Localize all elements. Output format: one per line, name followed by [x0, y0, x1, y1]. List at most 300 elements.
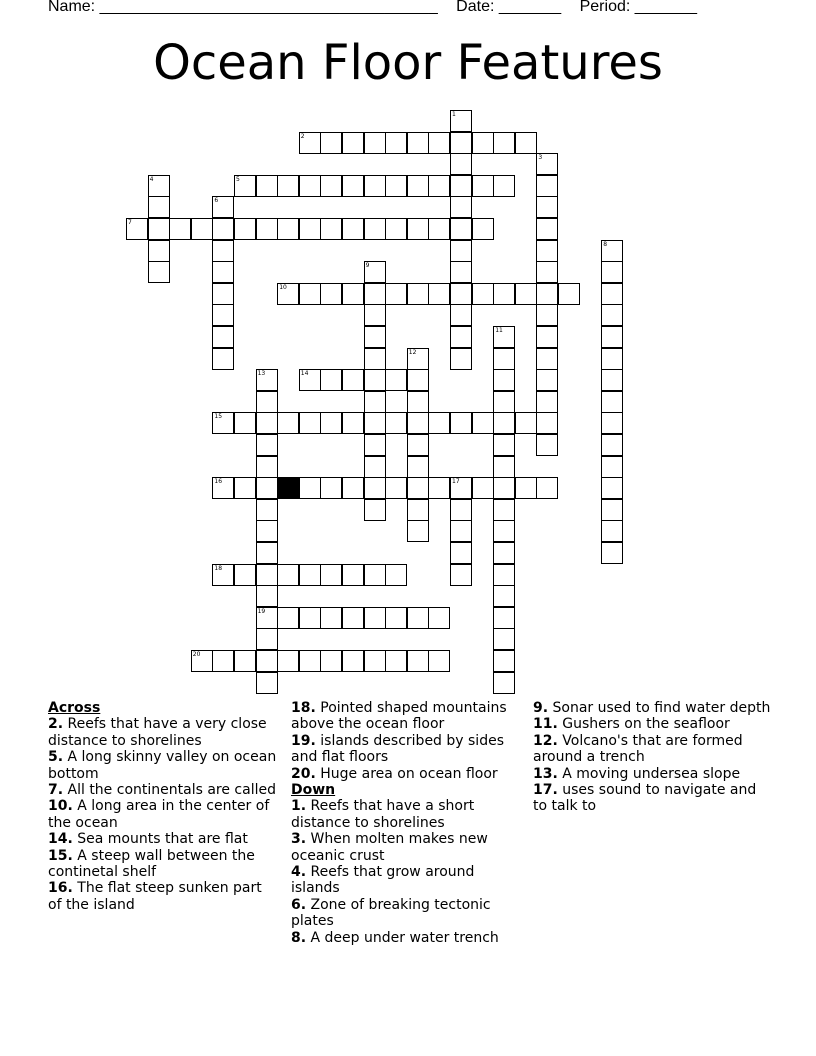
- name-field[interactable]: Name: ______________________________________: [48, 0, 438, 15]
- grid-cell[interactable]: [234, 650, 256, 672]
- down-clue-list: [291, 798, 521, 946]
- grid-cell[interactable]: [256, 218, 278, 240]
- grid-cell[interactable]: [364, 304, 386, 326]
- grid-cell[interactable]: [601, 261, 623, 283]
- cell-number: 13: [257, 370, 266, 378]
- cell-number: 3: [538, 154, 543, 162]
- clue-item: [533, 700, 773, 716]
- grid-cell[interactable]: [148, 196, 170, 218]
- grid-cell[interactable]: [558, 283, 580, 305]
- grid-cell[interactable]: [299, 218, 321, 240]
- grid-cell[interactable]: [407, 456, 429, 478]
- clues-column-1: [48, 700, 278, 913]
- grid-cell[interactable]: [364, 564, 386, 586]
- grid-cell[interactable]: [536, 369, 558, 391]
- clue-item: [291, 766, 521, 782]
- grid-cell[interactable]: [342, 650, 364, 672]
- clue-item: [533, 733, 773, 766]
- grid-cell[interactable]: [407, 348, 429, 370]
- cell-number: 10: [279, 283, 287, 291]
- clues-column-3: [533, 700, 773, 815]
- grid-cell[interactable]: [450, 196, 472, 218]
- cell-number: 14: [300, 370, 309, 378]
- grid-cell[interactable]: [493, 542, 515, 564]
- grid-cell[interactable]: [601, 434, 623, 456]
- clue-text: Sonar used to find water depth: [552, 700, 771, 716]
- clue-text: Reefs that grow around islands: [291, 864, 475, 897]
- date-field[interactable]: Date: _______: [456, 0, 562, 15]
- grid-cell[interactable]: [299, 175, 321, 197]
- grid-cell[interactable]: [256, 434, 278, 456]
- grid-cell[interactable]: [277, 218, 299, 240]
- grid-cell[interactable]: [407, 434, 429, 456]
- cell-number: 6: [214, 197, 219, 205]
- grid-cell[interactable]: [320, 218, 342, 240]
- clue-item: [48, 831, 278, 847]
- grid-cell[interactable]: [299, 607, 321, 629]
- grid-cell[interactable]: [342, 218, 364, 240]
- clue-text: Reefs that have a short distance to shorelines: [291, 798, 475, 831]
- clue-text: Sea mounts that are flat: [77, 831, 248, 848]
- clue-number: 12.: [533, 732, 558, 749]
- grid-cell[interactable]: [450, 520, 472, 542]
- grid-cell[interactable]: [320, 283, 342, 305]
- grid-cell[interactable]: [472, 218, 494, 240]
- grid-cell[interactable]: [212, 477, 234, 499]
- clue-text: The flat steep sunken part of the island: [48, 880, 262, 913]
- clue-item: [291, 700, 521, 733]
- grid-cell[interactable]: [472, 412, 494, 434]
- clue-text: Reefs that have a very close distance to shorelines: [48, 716, 267, 749]
- grid-cell[interactable]: [212, 304, 234, 326]
- clue-number: 1.: [291, 798, 307, 815]
- cell-number: 18: [214, 564, 223, 572]
- grid-cell[interactable]: [493, 283, 515, 305]
- grid-cell[interactable]: [277, 564, 299, 586]
- grid-cell[interactable]: [212, 348, 234, 370]
- cell-number: 4: [149, 175, 154, 183]
- grid-cell[interactable]: [407, 607, 429, 629]
- grid-cell[interactable]: [450, 261, 472, 283]
- clue-item: [48, 848, 278, 881]
- grid-cell[interactable]: [212, 218, 234, 240]
- grid-cell[interactable]: [212, 261, 234, 283]
- grid-cell[interactable]: [342, 412, 364, 434]
- grid-cell[interactable]: [385, 132, 407, 154]
- grid-cell[interactable]: [472, 477, 494, 499]
- grid-cell[interactable]: [234, 564, 256, 586]
- grid-cell[interactable]: [256, 628, 278, 650]
- down-heading: Down: [291, 782, 336, 799]
- grid-cell[interactable]: [277, 412, 299, 434]
- grid-cell[interactable]: [493, 348, 515, 370]
- grid-cell[interactable]: [407, 412, 429, 434]
- grid-cell[interactable]: [342, 607, 364, 629]
- grid-cell[interactable]: [536, 348, 558, 370]
- grid-cell[interactable]: [493, 412, 515, 434]
- grid-cell[interactable]: [212, 564, 234, 586]
- grid-cell[interactable]: [472, 283, 494, 305]
- grid-cell[interactable]: [536, 196, 558, 218]
- grid-cell[interactable]: [191, 650, 213, 672]
- cell-number: 15: [214, 413, 223, 421]
- grid-cell[interactable]: [493, 434, 515, 456]
- grid-cell[interactable]: [364, 261, 386, 283]
- clue-text: Pointed shaped mountains above the ocean floor: [291, 700, 507, 733]
- grid-cell[interactable]: [364, 218, 386, 240]
- clue-number: 14.: [48, 831, 73, 848]
- grid-cell[interactable]: [364, 456, 386, 478]
- grid-cell[interactable]: [428, 283, 450, 305]
- grid-cell[interactable]: [536, 153, 558, 175]
- grid-cell[interactable]: [364, 434, 386, 456]
- grid-cell[interactable]: [342, 564, 364, 586]
- grid-cell[interactable]: [256, 672, 278, 694]
- grid-cell[interactable]: [256, 564, 278, 586]
- across-clue-list: [48, 716, 278, 913]
- clue-item: [48, 749, 278, 782]
- grid-cell[interactable]: [407, 369, 429, 391]
- clue-number: 16.: [48, 880, 73, 897]
- grid-cell[interactable]: [256, 369, 278, 391]
- grid-cell[interactable]: [256, 456, 278, 478]
- grid-cell[interactable]: [407, 391, 429, 413]
- grid-cell[interactable]: [407, 477, 429, 499]
- grid-cell[interactable]: [450, 412, 472, 434]
- clue-number: 11.: [533, 716, 558, 733]
- grid-cell[interactable]: [364, 412, 386, 434]
- grid-cell[interactable]: [493, 650, 515, 672]
- grid-cell[interactable]: [493, 391, 515, 413]
- grid-cell[interactable]: [450, 326, 472, 348]
- clue-text: All the continentals are called: [67, 782, 276, 799]
- clue-item: [533, 766, 773, 782]
- grid-cell[interactable]: [299, 650, 321, 672]
- grid-cell[interactable]: [364, 283, 386, 305]
- clue-text: uses sound to navigate and to talk to: [533, 782, 757, 815]
- grid-cell[interactable]: [320, 412, 342, 434]
- clue-number: 2.: [48, 716, 64, 733]
- grid-cell[interactable]: [320, 607, 342, 629]
- grid-cell[interactable]: [428, 412, 450, 434]
- grid-cell[interactable]: [601, 348, 623, 370]
- grid-cell[interactable]: [385, 369, 407, 391]
- grid-cell[interactable]: [450, 240, 472, 262]
- grid-cell[interactable]: [601, 542, 623, 564]
- grid-cell[interactable]: [515, 283, 537, 305]
- cell-number: 16: [214, 478, 223, 486]
- grid-cell[interactable]: [407, 175, 429, 197]
- grid-cell[interactable]: [364, 650, 386, 672]
- clue-item: [48, 880, 278, 913]
- grid-cell[interactable]: [256, 499, 278, 521]
- grid-cell[interactable]: [342, 477, 364, 499]
- page-title: Ocean Floor Features: [153, 35, 663, 91]
- grid-cell[interactable]: [601, 283, 623, 305]
- grid-cell[interactable]: [364, 132, 386, 154]
- grid-cell[interactable]: [536, 304, 558, 326]
- grid-cell[interactable]: [601, 391, 623, 413]
- clue-text: Gushers on the seafloor: [562, 716, 730, 733]
- clue-number: 5.: [48, 749, 64, 766]
- clue-number: 6.: [291, 896, 307, 913]
- grid-cell[interactable]: [515, 412, 537, 434]
- clue-text: A long skinny valley on ocean bottom: [48, 749, 277, 782]
- clue-number: 13.: [533, 765, 558, 782]
- grid-cell[interactable]: [256, 585, 278, 607]
- grid-cell[interactable]: [320, 650, 342, 672]
- grid-cell[interactable]: [493, 585, 515, 607]
- grid-cell[interactable]: [407, 218, 429, 240]
- black-cell: [277, 477, 299, 499]
- grid-cell[interactable]: [299, 283, 321, 305]
- across-heading: Across: [48, 700, 101, 716]
- grid-cell[interactable]: [212, 283, 234, 305]
- grid-cell[interactable]: [299, 477, 321, 499]
- grid-cell[interactable]: [493, 520, 515, 542]
- grid-cell[interactable]: [299, 564, 321, 586]
- grid-cell[interactable]: [299, 132, 321, 154]
- grid-cell[interactable]: [212, 240, 234, 262]
- grid-cell[interactable]: [191, 218, 213, 240]
- grid-cell[interactable]: [385, 218, 407, 240]
- grid-cell[interactable]: [450, 348, 472, 370]
- clue-text: Huge area on ocean floor: [320, 765, 498, 782]
- grid-cell[interactable]: [234, 175, 256, 197]
- grid-cell[interactable]: [148, 240, 170, 262]
- grid-cell[interactable]: [256, 412, 278, 434]
- grid-cell[interactable]: [450, 564, 472, 586]
- grid-cell[interactable]: [601, 456, 623, 478]
- grid-cell[interactable]: [601, 304, 623, 326]
- grid-cell[interactable]: [450, 499, 472, 521]
- grid-cell[interactable]: [385, 175, 407, 197]
- clue-number: 20.: [291, 765, 316, 782]
- grid-cell[interactable]: [407, 499, 429, 521]
- clue-item: [48, 798, 278, 831]
- clue-text: A moving undersea slope: [562, 765, 741, 782]
- grid-cell[interactable]: [320, 175, 342, 197]
- grid-cell[interactable]: [428, 477, 450, 499]
- clue-item: [291, 831, 521, 864]
- grid-cell[interactable]: [493, 607, 515, 629]
- grid-cell[interactable]: [364, 607, 386, 629]
- clue-number: 15.: [48, 847, 73, 864]
- grid-cell[interactable]: [320, 564, 342, 586]
- period-field[interactable]: Period: _______: [579, 0, 698, 15]
- grid-cell[interactable]: [450, 153, 472, 175]
- grid-cell[interactable]: [148, 261, 170, 283]
- grid-cell[interactable]: [536, 391, 558, 413]
- grid-cell[interactable]: [212, 326, 234, 348]
- grid-cell[interactable]: [493, 369, 515, 391]
- clue-item: [291, 733, 521, 766]
- clue-item: [533, 782, 773, 815]
- grid-cell[interactable]: [342, 283, 364, 305]
- clue-text: Volcano's that are formed around a trench: [533, 732, 743, 766]
- grid-cell[interactable]: [277, 175, 299, 197]
- grid-cell[interactable]: [364, 175, 386, 197]
- grid-cell[interactable]: [450, 218, 472, 240]
- grid-cell[interactable]: [320, 477, 342, 499]
- clue-item: [533, 716, 773, 732]
- clue-number: 4.: [291, 864, 307, 881]
- clue-text: When molten makes new oceanic crust: [291, 831, 488, 864]
- grid-cell[interactable]: [536, 412, 558, 434]
- clue-item: [48, 782, 278, 798]
- grid-cell[interactable]: [407, 132, 429, 154]
- grid-cell[interactable]: [364, 326, 386, 348]
- grid-cell[interactable]: [428, 650, 450, 672]
- cell-number: 12: [408, 348, 417, 356]
- clue-text: A long area in the center of the ocean: [48, 798, 270, 831]
- grid-cell[interactable]: [364, 477, 386, 499]
- cell-number: 5: [236, 175, 240, 183]
- cell-number: 2: [300, 132, 305, 140]
- grid-cell[interactable]: [364, 348, 386, 370]
- grid-cell[interactable]: [536, 283, 558, 305]
- grid-cell[interactable]: [536, 434, 558, 456]
- cell-number: 17: [452, 478, 460, 486]
- grid-cell[interactable]: [472, 175, 494, 197]
- grid-cell[interactable]: [212, 650, 234, 672]
- grid-cell[interactable]: [450, 542, 472, 564]
- grid-cell[interactable]: [407, 520, 429, 542]
- grid-cell[interactable]: [536, 240, 558, 262]
- grid-cell[interactable]: [299, 369, 321, 391]
- across-clue-list-continued: [291, 700, 521, 782]
- grid-cell[interactable]: [493, 477, 515, 499]
- grid-cell[interactable]: [212, 412, 234, 434]
- clues-column-2: [291, 700, 521, 946]
- clue-number: 9.: [533, 700, 549, 716]
- grid-cell[interactable]: [493, 628, 515, 650]
- grid-cell[interactable]: [364, 499, 386, 521]
- clue-item: [291, 798, 521, 831]
- grid-cell[interactable]: [299, 412, 321, 434]
- grid-cell[interactable]: [320, 369, 342, 391]
- grid-cell[interactable]: [148, 218, 170, 240]
- grid-cell[interactable]: [256, 650, 278, 672]
- grid-cell[interactable]: [472, 132, 494, 154]
- grid-cell[interactable]: [601, 240, 623, 262]
- grid-cell[interactable]: [234, 218, 256, 240]
- cell-number: 20: [192, 651, 201, 658]
- grid-cell[interactable]: [385, 650, 407, 672]
- grid-cell[interactable]: [601, 477, 623, 499]
- grid-cell[interactable]: [450, 477, 472, 499]
- grid-cell[interactable]: [493, 499, 515, 521]
- grid-cell[interactable]: [385, 412, 407, 434]
- grid-cell[interactable]: [234, 412, 256, 434]
- clue-number: 19.: [291, 732, 316, 749]
- grid-cell[interactable]: [493, 456, 515, 478]
- clue-item: [48, 716, 278, 749]
- grid-cell[interactable]: [428, 218, 450, 240]
- grid-cell[interactable]: [320, 132, 342, 154]
- grid-cell[interactable]: [256, 391, 278, 413]
- grid-cell[interactable]: [450, 304, 472, 326]
- cell-number: 1: [452, 111, 456, 118]
- grid-cell[interactable]: [385, 607, 407, 629]
- grid-cell[interactable]: [536, 477, 558, 499]
- grid-cell[interactable]: [256, 477, 278, 499]
- clue-text: A steep wall between the continetal shelf: [48, 847, 255, 881]
- grid-cell[interactable]: [450, 175, 472, 197]
- grid-cell[interactable]: [385, 283, 407, 305]
- grid-cell[interactable]: [601, 369, 623, 391]
- clue-item: [291, 897, 521, 930]
- grid-cell[interactable]: [536, 326, 558, 348]
- grid-cell[interactable]: [536, 175, 558, 197]
- grid-cell[interactable]: [277, 650, 299, 672]
- clue-number: 10.: [48, 798, 73, 815]
- grid-cell[interactable]: [407, 650, 429, 672]
- grid-cell[interactable]: [601, 326, 623, 348]
- cell-number: 8: [603, 240, 608, 248]
- grid-cell[interactable]: [450, 283, 472, 305]
- clue-number: 8.: [291, 929, 307, 946]
- clue-text: Zone of breaking tectonic plates: [291, 896, 491, 930]
- grid-cell[interactable]: [493, 564, 515, 586]
- grid-cell[interactable]: [428, 175, 450, 197]
- clue-number: 18.: [291, 700, 316, 716]
- grid-cell[interactable]: [601, 412, 623, 434]
- grid-cell[interactable]: [256, 175, 278, 197]
- grid-cell[interactable]: [601, 520, 623, 542]
- grid-cell[interactable]: [493, 672, 515, 694]
- clue-item: [291, 864, 521, 897]
- grid-cell[interactable]: [256, 607, 278, 629]
- grid-cell[interactable]: [364, 391, 386, 413]
- grid-cell[interactable]: [342, 369, 364, 391]
- grid-cell[interactable]: [277, 607, 299, 629]
- grid-cell[interactable]: [212, 196, 234, 218]
- grid-cell[interactable]: [342, 175, 364, 197]
- grid-cell[interactable]: [126, 218, 148, 240]
- grid-cell[interactable]: [277, 283, 299, 305]
- grid-cell[interactable]: [493, 132, 515, 154]
- cell-number: 11: [495, 327, 503, 334]
- clue-number: 3.: [291, 831, 307, 848]
- grid-cell[interactable]: [450, 110, 472, 132]
- grid-cell[interactable]: [493, 326, 515, 348]
- grid-cell[interactable]: [536, 218, 558, 240]
- grid-cell[interactable]: [169, 218, 191, 240]
- cell-number: 19: [257, 607, 266, 615]
- grid-cell[interactable]: [428, 607, 450, 629]
- clue-number: 17.: [533, 782, 558, 799]
- grid-cell[interactable]: [536, 261, 558, 283]
- grid-cell[interactable]: [385, 477, 407, 499]
- grid-cell[interactable]: [493, 175, 515, 197]
- grid-cell[interactable]: [601, 499, 623, 521]
- grid-cell[interactable]: [256, 520, 278, 542]
- clue-item: [291, 930, 521, 946]
- grid-cell[interactable]: [428, 132, 450, 154]
- grid-cell[interactable]: [450, 132, 472, 154]
- grid-cell[interactable]: [234, 477, 256, 499]
- grid-cell[interactable]: [148, 175, 170, 197]
- grid-cell[interactable]: [515, 477, 537, 499]
- cell-number: 9: [365, 262, 370, 270]
- grid-cell[interactable]: [515, 132, 537, 154]
- grid-cell[interactable]: [407, 283, 429, 305]
- grid-cell[interactable]: [342, 132, 364, 154]
- grid-cell[interactable]: [364, 369, 386, 391]
- grid-cell[interactable]: [256, 542, 278, 564]
- grid-cell[interactable]: [385, 564, 407, 586]
